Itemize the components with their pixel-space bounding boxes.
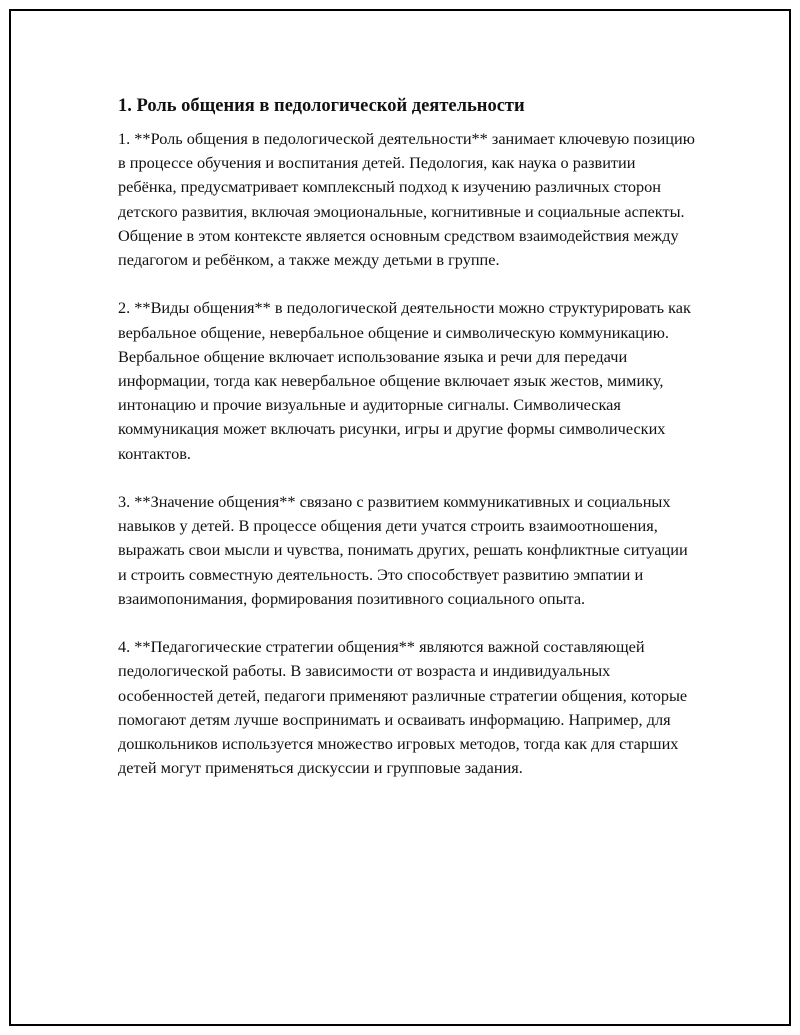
paragraph-role: 1. **Роль общения в педологической деятельности** занимает ключевую позицию в процессе обучения и воспитания детей. Педология, как наука о развитии ребёнка, предусматривает комплексный подход к изучению различных сторон детского развития, включая эмоциональные, когнитивные и социальные аспекты. Общение в этом контексте является основным средством взаимодействия между педагогом и ребёнком, а также между детьми в группе. <box>118 129 695 270</box>
document-body <box>118 93 698 805</box>
paragraph-significance: 3. **Значение общения** связано с развитием коммуникативных и социальных навыков у детей. В процессе общения дети учатся строить взаимоотношения, выражать свои мысли и чувства, понимать других, решать конфликтные ситуации и строить совместную деятельность. Это способствует развитию эмпатии и взаимопонимания, формирования позитивного социального опыта. <box>118 492 688 608</box>
paragraph-strategies: 4. **Педагогические стратегии общения** являются важной составляющей педологической работы. В зависимости от возраста и индивидуальных особенностей детей, педагоги применяют различные стратегии общения, которые помогают детям лучше воспринимать и осваивать информацию. Например, для дошкольников используется множество игровых методов, тогда как для старших детей могут применяться дискуссии и групповые задания. <box>118 637 688 778</box>
section-heading: 1. Роль общения в педологической деятельности <box>118 96 525 116</box>
paragraph-types: 2. **Виды общения** в педологической деятельности можно структурировать как вербальное общение, невербальное общение и символическую коммуникацию. Вербальное общение включает использование языка и речи для передачи информации, тогда как невербальное общение включает язык жестов, мимику, интонацию и прочие визуальные и аудиторные сигналы. Символическая коммуникация может включать рисунки, игры и другие формы символических контактов. <box>118 298 691 463</box>
